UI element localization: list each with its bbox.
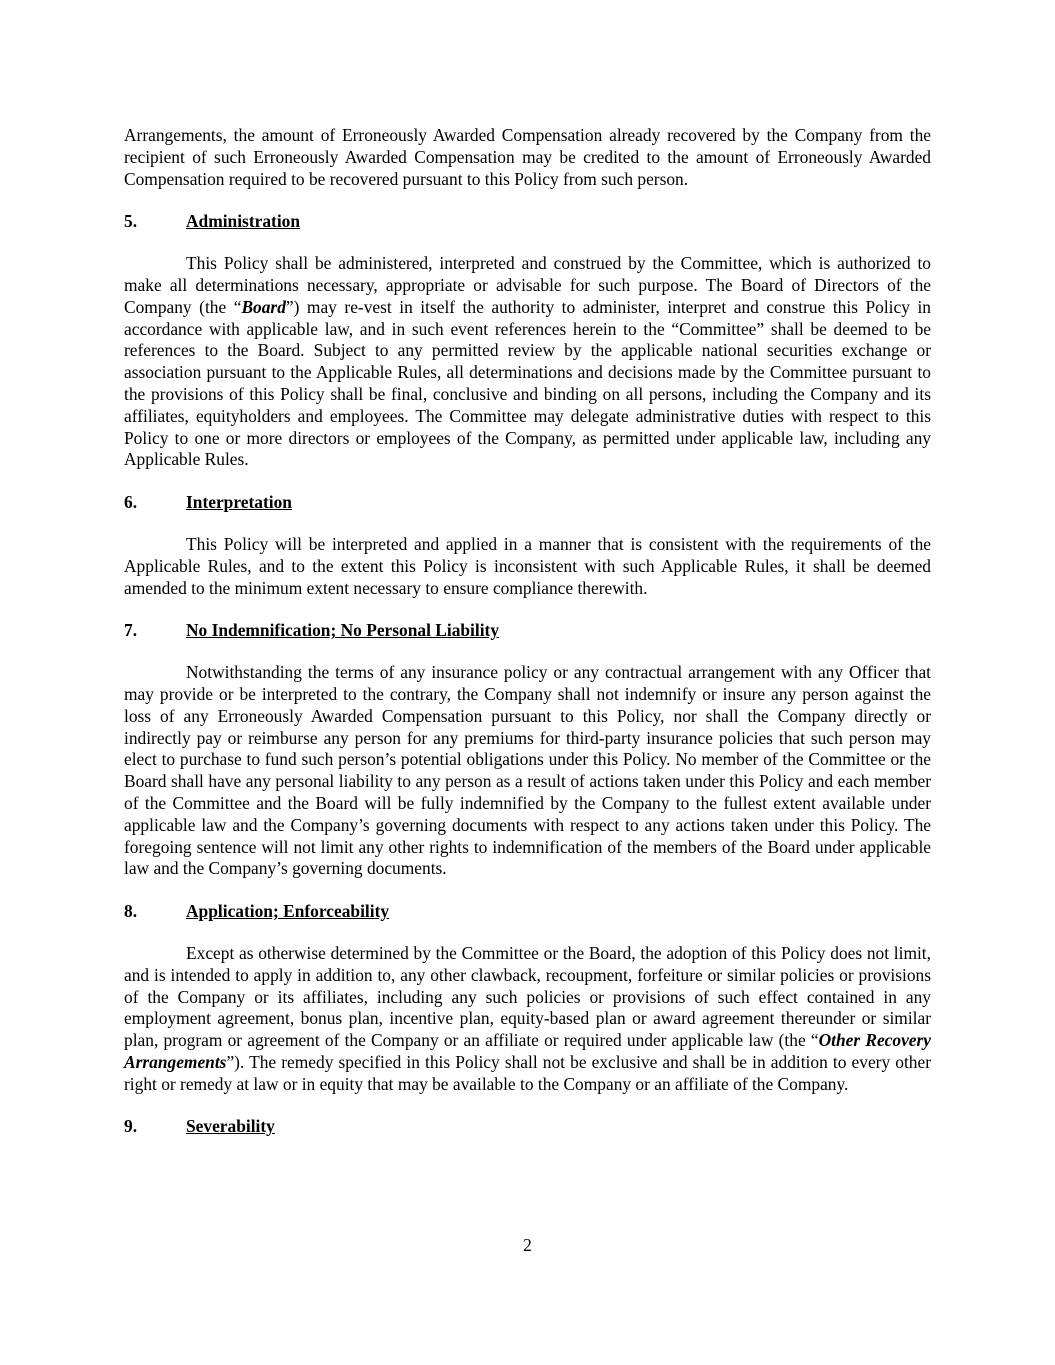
section-title: No Indemnification; No Personal Liability	[186, 620, 500, 641]
defined-term-board: Board	[241, 296, 286, 317]
body-text: ”). The remedy specified in this Policy shall not be exclusive and shall be in addition to every other right or remedy at law or in equity that may be available to the Company or an affiliate of the Company.	[124, 1051, 931, 1094]
section-heading-application	[124, 901, 931, 923]
section-title: Interpretation	[186, 492, 292, 513]
body-text: Except as otherwise determined by the Committee or the Board, the adoption of this Policy does not limit, and is intended to apply in addition to, any other clawback, recoupment, forfeiture or similar policies or provisions of the Company or its affiliates, including any such policies or provisions of such effect contained in any employment agreement, bonus plan, incentive plan, equity-based plan or award agreement thereunder or similar plan, program or agreement of the Company or an affiliate or required under applicable law (the “	[124, 942, 931, 1051]
section-number: 8.	[124, 901, 138, 922]
section-body-interpretation: This Policy will be interpreted and applied in a manner that is consistent with the requirements of the Applicable Rules, and to the extent this Policy is inconsistent with such Applicable Rules, it shall be deemed amended to the minimum extent necessary to ensure compliance therewith.	[124, 533, 931, 598]
defined-term-other-recovery-arrangements: Other Recovery Arrangements	[124, 1030, 931, 1072]
section-title: Severability	[186, 1116, 275, 1137]
section-number: 7.	[124, 620, 138, 641]
section-number: 6.	[124, 492, 138, 513]
section-title: Application; Enforceability	[186, 901, 390, 922]
section-title: Administration	[186, 211, 301, 232]
section-body-administration	[124, 253, 931, 471]
section-number: 5.	[124, 211, 138, 232]
section-heading-interpretation	[124, 492, 931, 514]
body-text: This Policy shall be administered, interpreted and construed by the Committee, which is authorized to make all determinations necessary, appropriate or advisable for such purpose. The Board of Directors of the Company (the “	[124, 253, 931, 317]
section-heading-no-indemnification	[124, 620, 931, 642]
document-page	[124, 125, 931, 1158]
section-heading-severability	[124, 1116, 931, 1138]
section-body-no-indemnification: Notwithstanding the terms of any insurance policy or any contractual arrangement with any Officer that may provide or be interpreted to the contrary, the Company shall not indemnify or insure any person against the loss of any Erroneously Awarded Compensation pursuant to this Policy, nor shall the Company directly or indirectly pay or reimburse any person for any premiums for third-party insurance policies that such person may elect to purchase to fund such person’s potential obligations under this Policy. No member of the Committee or the Board shall have any personal liability to any person as a result of actions taken under this Policy and each member of the Committee and the Board will be fully indemnified by the Company to the fullest extent available under applicable law and the Company’s governing documents with respect to any actions taken under this Policy. The foregoing sentence will not limit any other rights to indemnification of the members of the Board under applicable law and the Company’s governing documents.	[124, 662, 931, 879]
section-body-application	[124, 943, 931, 1096]
body-text: ”) may re-vest in itself the authority to administer, interpret and construe this Policy in accordance with applicable law, and in such event references herein to the “Committee” shall be deemed to be references to the Board. Subject to any permitted review by the applicable national securities exchange or association pursuant to the Applicable Rules, all determinations and decisions made by the Committee pursuant to the provisions of this Policy shall be final, conclusive and binding on all persons, including the Company and its affiliates, equityholders and employees. The Committee may delegate administrative duties with respect to this Policy to one or more directors or employees of the Company, as permitted under applicable law, including any Applicable Rules.	[124, 296, 931, 470]
intro-paragraph: Arrangements, the amount of Erroneously Awarded Compensation already recovered by the Company from the recipient of such Erroneously Awarded Compensation may be credited to the amount of Erroneously Awarded Compensation required to be recovered pursuant to this Policy from such person.	[124, 125, 931, 189]
section-number: 9.	[124, 1116, 138, 1137]
section-heading-administration	[124, 211, 931, 233]
page-number: 2	[523, 1235, 532, 1255]
